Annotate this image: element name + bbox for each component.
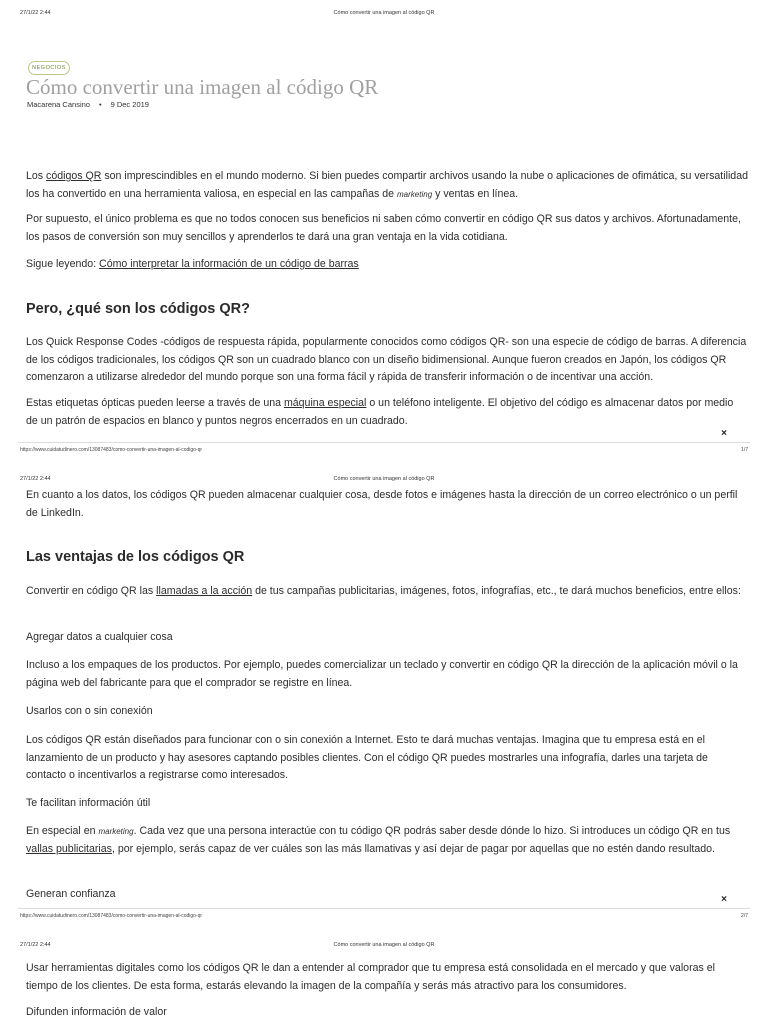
page-divider [18, 908, 750, 909]
paragraph: En cuanto a los datos, los códigos QR pueden almacenar cualquier cosa, desde fotos e imágenes hasta la dirección de un correo electrónico o un perfil de LinkedIn. [26, 489, 738, 519]
print-header-date: 27/1/22 2:44 [20, 10, 51, 16]
author-link[interactable]: Macarena Cansino [27, 100, 90, 109]
paragraph: Usar herramientas digitales como los códigos QR le dan a entender al comprador que tu empresa está consolidada en el mercado y que valoras el tiempo de los clientes. De esta forma, estarás elevando la imagen de la compañía y serás más atractivo para los consumidores. [26, 962, 715, 992]
publish-date: 9 Dec 2019 [110, 100, 149, 109]
subheading: Te facilitan información útil [26, 797, 151, 809]
qr-codes-link[interactable]: códigos QR [46, 170, 102, 182]
meta-separator: • [98, 100, 102, 109]
paragraph: Incluso a los empaques de los productos. Por ejemplo, puedes comercializar un teclado y convertir en código QR la dirección de la aplicación móvil o la página web del fabricante para que el comprador se registre en línea. [26, 659, 738, 689]
paragraph: Los Quick Response Codes -códigos de respuesta rápida, popularmente conocidos como códigos QR- son una especie de código de barras. A diferencia de los códigos tradicionales, los códigos QR son un cuadrado blanco con un diseño bidimensional. Aunque fueron creados en Japón, los códigos QR comenzaron a utilizarse alrededor del mundo porque son una forma fácil y rápida de transferir información o de incentivar una acción. [26, 336, 747, 383]
calls-to-action-link[interactable]: llamadas a la acción [156, 585, 253, 597]
subheading: Agregar datos a cualquier cosa [26, 631, 173, 643]
paragraph: Por supuesto, el único problema es que no todos conocen sus beneficios ni saben cómo convertir en código QR sus datos y archivos. Afortunadamente, los pasos de conversión son muy sencillos y aprenderlos te dará una gran ventaja en la vida cotidiana. [26, 213, 741, 243]
article-meta [27, 100, 149, 109]
paragraph: Los códigos QR son imprescindibles en el mundo moderno. Si bien puedes compartir archivos usando la nube o aplicaciones de ofimática, su versatilidad los ha convertido en una herramienta valiosa, en especial en las campañas de marketing y ventas en línea. [26, 170, 748, 200]
print-header-title: Cómo convertir una imagen al código QR [333, 476, 435, 482]
print-footer-page: 1/7 [741, 447, 748, 453]
barcode-article-link[interactable]: Cómo interpretar la información de un código de barras [99, 258, 359, 270]
paragraph: Convertir en código QR las llamadas a la acción de tus campañas publicitarias, imágenes, fotos, infografías, etc., te dará muchos beneficios, entre ellos: [26, 585, 741, 597]
print-footer-page: 2/7 [741, 913, 748, 919]
close-icon[interactable]: × [715, 893, 733, 907]
paragraph: Estas etiquetas ópticas pueden leerse a través de una máquina especial o un teléfono inteligente. El objetivo del código es almacenar datos por medio de un patrón de espacios en blanco y puntos negros encerrados en un cuadrado. [26, 397, 734, 427]
subheading: Difunden información de valor [26, 1006, 167, 1018]
print-footer-url: https://www.cuidatudinero.com/13087483/como-convertir-una-imagen-al-codigo-qr [20, 447, 203, 453]
paragraph: Los códigos QR están diseñados para funcionar con o sin conexión a Internet. Esto te dará muchas ventajas. Imagina que tu empresa está en el lanzamiento de un producto y hay asesores captando posibles clientes. Con el código QR puedes mostrarles una infografía, darles una tarjeta de contacto o incentivarlos a registrarse como interesados. [26, 734, 708, 781]
special-machine-link[interactable]: máquina especial [283, 397, 367, 409]
paragraph: Sigue leyendo: Cómo interpretar la información de un código de barras [26, 258, 359, 270]
print-header-title: Cómo convertir una imagen al código QR [333, 10, 435, 16]
print-header-title: Cómo convertir una imagen al código QR [333, 942, 435, 948]
article-title: Cómo convertir una imagen al código QR [26, 75, 379, 99]
paragraph: En especial en marketing. Cada vez que una persona interactúe con tu código QR podrás saber desde dónde lo hizo. Si introduces un código QR en tus vallas publicitarias, por ejemplo, serás capaz de ver cuáles son las más llamativas y así dejar de pagar por aquellas que no estén dando resultado. [26, 825, 731, 855]
page-divider [18, 442, 750, 443]
section-heading: Las ventajas de los códigos QR [26, 549, 245, 565]
print-header-date: 27/1/22 2:44 [20, 942, 51, 948]
section-heading: Pero, ¿qué son los códigos QR? [26, 301, 250, 317]
print-header-date: 27/1/22 2:44 [20, 476, 51, 482]
category-tag[interactable]: NEGOCIOS [28, 61, 70, 75]
billboards-link[interactable]: vallas publicitarias [26, 842, 112, 855]
subheading: Usarlos con o sin conexión [26, 705, 153, 717]
subheading: Generan confianza [26, 888, 116, 900]
close-icon[interactable]: × [715, 427, 733, 441]
print-footer-url: https://www.cuidatudinero.com/13087483/como-convertir-una-imagen-al-codigo-qr [20, 913, 203, 919]
